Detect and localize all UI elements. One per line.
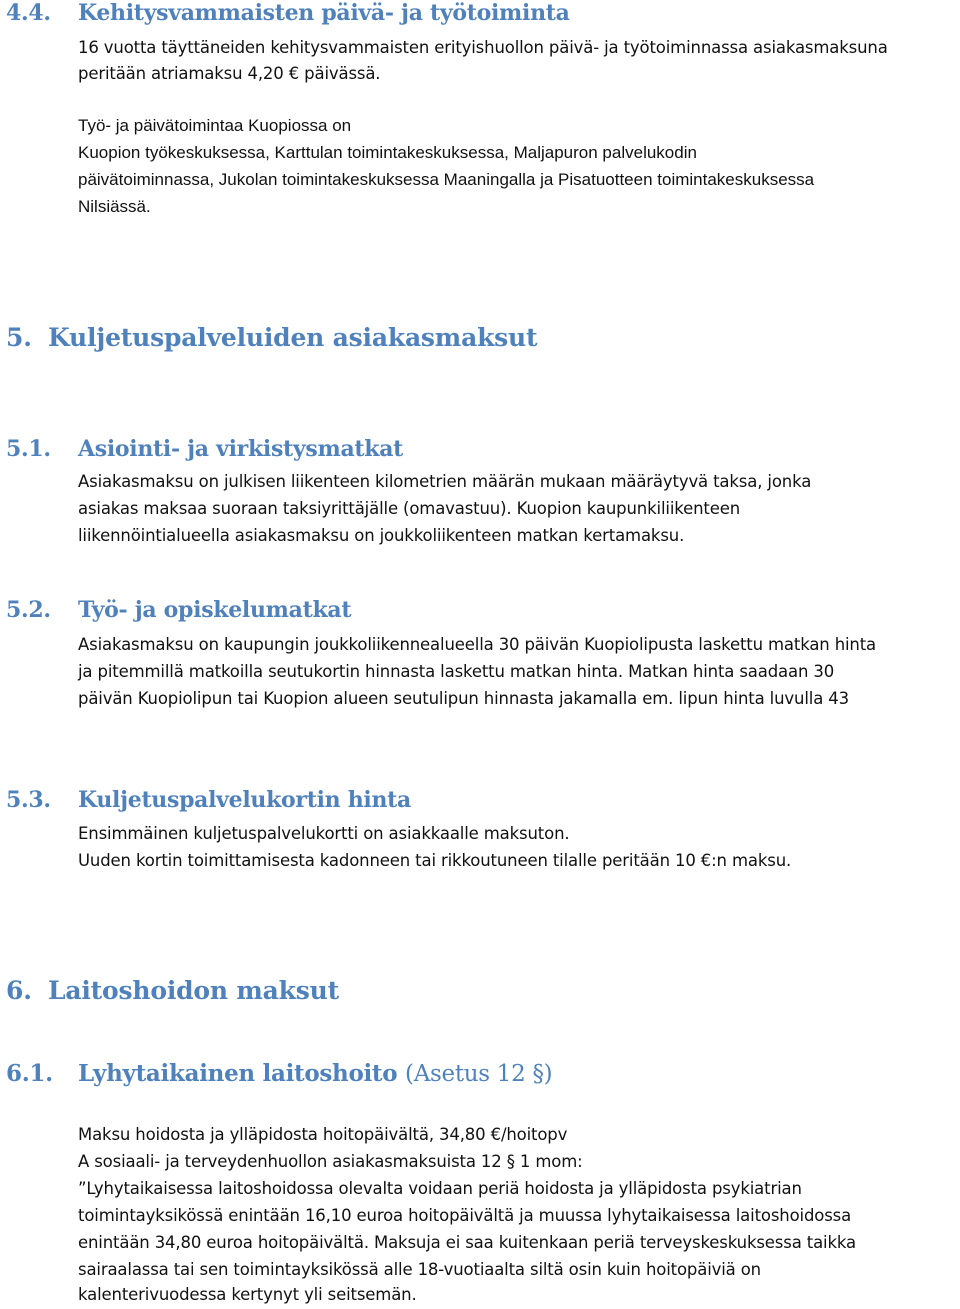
section-4-4-number: 4.4. [6, 0, 51, 26]
section-6-number: 6. [6, 976, 32, 1005]
section-5-3-title: Kuljetuspalvelukortin hinta [78, 787, 411, 813]
paragraph-line: Kuopion työkeskuksessa, Karttulan toimintakeskuksessa, Maljapuron palvelukodin [78, 143, 697, 162]
paragraph-line: Ensimmäinen kuljetuspalvelukortti on asiakkaalle maksuton. [78, 824, 570, 843]
section-5-2-number: 5.2. [6, 597, 51, 623]
paragraph-line: toimintayksikössä enintään 16,10 euroa hoitopäivältä ja muussa lyhytaikaisessa laitoshoidossa [78, 1206, 852, 1225]
section-4-4-title: Kehitysvammaisten päivä- ja työtoiminta [78, 0, 570, 26]
paragraph-line: päivätoiminnassa, Jukolan toimintakeskuksessa Maaningalla ja Pisatuotteen toimintakeskuksessa [78, 170, 815, 189]
section-6-title: Laitoshoidon maksut [48, 976, 339, 1005]
paragraph-line: Nilsiässä. [78, 197, 151, 216]
paragraph-line: Uuden kortin toimittamisesta kadonneen tai rikkoutuneen tilalle peritään 10 €:n maksu. [78, 851, 792, 870]
paragraph-line: enintään 34,80 euroa hoitopäivältä. Maksuja ei saa kuitenkaan periä terveyskeskuksessa taikka [78, 1233, 856, 1252]
paragraph-line: peritään atriamaksu 4,20 € päivässä. [78, 64, 381, 83]
paragraph-line: ”Lyhytaikaisessa laitoshoidossa olevalta voidaan periä hoidosta ja ylläpidosta psykiatrian [78, 1179, 802, 1198]
section-5-2-title: Työ- ja opiskelumatkat [78, 597, 352, 623]
paragraph-line: A sosiaali- ja terveydenhuollon asiakasmaksuista 12 § 1 mom: [78, 1152, 583, 1171]
section-6-1-title-text: Lyhytaikainen laitoshoito [78, 1060, 398, 1087]
section-5-1-title: Asiointi- ja virkistysmatkat [78, 436, 404, 462]
paragraph-line: Maksu hoidosta ja ylläpidosta hoitopäivältä, 34,80 €/hoitopv [78, 1125, 568, 1144]
paragraph-line: 16 vuotta täyttäneiden kehitysvammaisten erityishuollon päivä- ja työtoiminnassa asiakasmaksuna [78, 38, 888, 57]
paragraph-line: Työ- ja päivätoimintaa Kuopiossa on [78, 116, 352, 135]
paragraph-line: sairaalassa tai sen toimintayksikössä alle 18-vuotiaalta siltä osin kuin hoitopäiviä on [78, 1260, 761, 1279]
section-5-3-number: 5.3. [6, 787, 51, 813]
paragraph-line: ja pitemmillä matkoilla seutukortin hinnasta laskettu matkan hinta. Matkan hinta saadaan 30 [78, 662, 835, 681]
paragraph-line: Asiakasmaksu on julkisen liikenteen kilometrien määrän mukaan määräytyvä taksa, jonka [78, 472, 812, 491]
section-6-1-number: 6.1. [6, 1060, 53, 1087]
paragraph-line: päivän Kuopiolipun tai Kuopion alueen seutulipun hinnasta jakamalla em. lipun hinta luvulla 43 [78, 689, 849, 708]
paragraph-line: Asiakasmaksu on kaupungin joukkoliikennealueella 30 päivän Kuopiolipusta laskettu matkan hinta [78, 635, 877, 654]
section-5-1-number: 5.1. [6, 436, 51, 462]
section-5-title: Kuljetuspalveluiden asiakasmaksut [48, 323, 538, 352]
section-6-1-title [78, 1060, 552, 1087]
section-5-number: 5. [6, 323, 32, 352]
paragraph-line: liikennöintialueella asiakasmaksu on joukkoliikenteen matkan kertamaksu. [78, 526, 685, 545]
paragraph-line: asiakas maksaa suoraan taksiyrittäjälle (omavastuu). Kuopion kaupunkiliikenteen [78, 499, 741, 518]
paragraph-line: kalenterivuodessa kertynyt yli seitsemän. [78, 1285, 417, 1304]
section-6-1-title-reference: (Asetus 12 §) [405, 1061, 553, 1087]
